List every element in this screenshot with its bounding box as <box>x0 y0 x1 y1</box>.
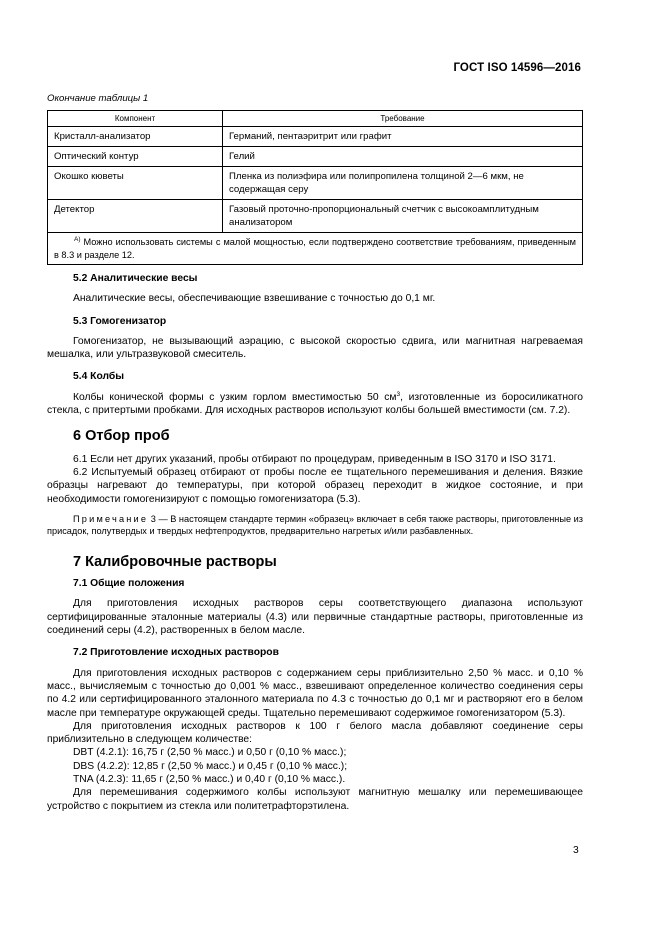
table-cell-requirement: Газовый проточно-пропорциональный счетчик с высокоамплитудным анализатором <box>223 200 583 233</box>
note-text: 3 — В настоящем стандарте термин «образец» включает в себя также растворы, приготовленные из присадок, полутвердых и твердых нефтепродуктов, предварительно нагретых и/или разбавленных. <box>47 513 583 537</box>
table-row <box>48 167 583 200</box>
table-row <box>48 147 583 167</box>
note-label: Примечание <box>73 513 149 524</box>
table-cell-component: Оптический контур <box>48 147 223 167</box>
column-header-requirement: Требование <box>223 111 583 127</box>
column-header-component: Компонент <box>48 111 223 127</box>
footnote-marker: А) <box>74 236 81 243</box>
section-5-4-title: 5.4 Колбы <box>73 371 125 383</box>
body-text <box>47 272 583 813</box>
table-footnote <box>48 233 583 265</box>
section-6-title: 6 Отбор проб <box>73 428 170 445</box>
standard-header: ГОСТ ISO 14596—2016 <box>453 62 581 74</box>
dbt-amount: DBT (4.2.1): 16,75 г (2,50 % масс.) и 0,50 г (0,10 % масс.); <box>73 747 347 759</box>
section-7-2-paragraph-2: Для приготовления исходных растворов к 100 г белого масла добавляют соединение серы приблизительно в следующем количестве: <box>47 720 583 746</box>
footnote-text: Можно использовать системы с малой мощностью, если подтверждено соответствие требованиям, приведенным в 8.3 и разделе 12. <box>54 237 576 260</box>
table-cell-requirement: Гелий <box>223 147 583 167</box>
section-7-title: 7 Калибровочные растворы <box>73 553 277 570</box>
table-cell-component: Детектор <box>48 200 223 233</box>
section-6-2-text: 6.2 Испытуемый образец отбирают от пробы после ее тщательного перемешивания и деления. Вязкие образцы нагревают до температуры, при которой образец переходит в жидкое состояние, и при необходимости гомогенизируют с помощью гомогенизатора (5.3). <box>47 466 583 505</box>
section-5-3-text: Гомогенизатор, не вызывающий аэрацию, с высокой скоростью сдвига, или магнитная нагреваемая мешалка, или ультразвуковой смеситель. <box>47 335 583 361</box>
table-footnote-row <box>48 233 583 265</box>
table-row <box>48 200 583 233</box>
section-6-note <box>47 513 583 538</box>
table-cell-component: Кристалл-анализатор <box>48 127 223 147</box>
table-cell-component: Окошко кюветы <box>48 167 223 200</box>
section-5-3-title: 5.3 Гомогенизатор <box>73 315 167 327</box>
requirements-table <box>47 110 583 265</box>
section-7-1-title: 7.1 Общие положения <box>73 578 185 590</box>
section-7-1-text: Для приготовления исходных растворов серы соответствующего диапазона используют сертифицированные эталонные материалы (4.3) или первичные стандартные растворы, приготовленные из соединений серы (4.2), растворенных в белом масле. <box>47 598 583 637</box>
table-caption: Окончание таблицы 1 <box>47 93 149 104</box>
section-5-2-title: 5.2 Аналитические весы <box>73 273 198 284</box>
table-cell-requirement: Пленка из полиэфира или полипропилена толщиной 2—6 мкм, не содержащая серу <box>223 167 583 200</box>
dbs-amount: DBS (4.2.2): 12,85 г (2,50 % масс.) и 0,45 г (0,10 % масс.); <box>73 760 348 772</box>
section-5-4-text-a: Колбы конической формы с узким горлом вместимостью 50 см <box>73 391 397 403</box>
page-number: 3 <box>573 845 579 856</box>
unit-superscript: 3 <box>396 390 401 398</box>
table-header-row <box>48 111 583 127</box>
section-6-1-text: 6.1 Если нет других указаний, пробы отбирают по процедурам, приведенным в ISO 3170 и ISO 3171. <box>73 453 556 465</box>
section-7-2-title: 7.2 Приготовление исходных растворов <box>73 647 279 659</box>
section-5-4-text-b: , изготовленные из боросиликатного стекла, с притертыми пробками. Для исходных растворов используют колбы большей вместимости (см. 7.2). <box>47 391 583 417</box>
section-5-4-text <box>47 391 583 418</box>
section-7-2-paragraph-3: Для перемешивания содержимого колбы используют магнитную мешалку или перемешивающее устройство с покрытием из стекла или политетрафторэтилена. <box>47 787 583 812</box>
section-7-2-paragraph-1: Для приготовления исходных растворов с содержанием серы приблизительно 2,50 % масс. и 0,10 % масс., вычисляемым с точностью до 0,001 % масс., взвешивают определенное количество соединения серы по 4.2 или сертифицированного эталонного материала по 4.3 с точностью до 0,1 мг и растворяют его в белом масле при температуре окружающей среды. Тщательно перемешивают содержимое гомогенизатором (5.3). <box>47 667 583 719</box>
table-row <box>48 127 583 147</box>
section-5-2-text: Аналитические весы, обеспечивающие взвешивание с точностью до 0,1 мг. <box>73 293 436 305</box>
table-cell-requirement: Германий, пентаэритрит или графит <box>223 127 583 147</box>
tna-amount: TNA (4.2.3): 11,65 г (2,50 % масс.) и 0,40 г (0,10 % масс.). <box>73 774 346 786</box>
